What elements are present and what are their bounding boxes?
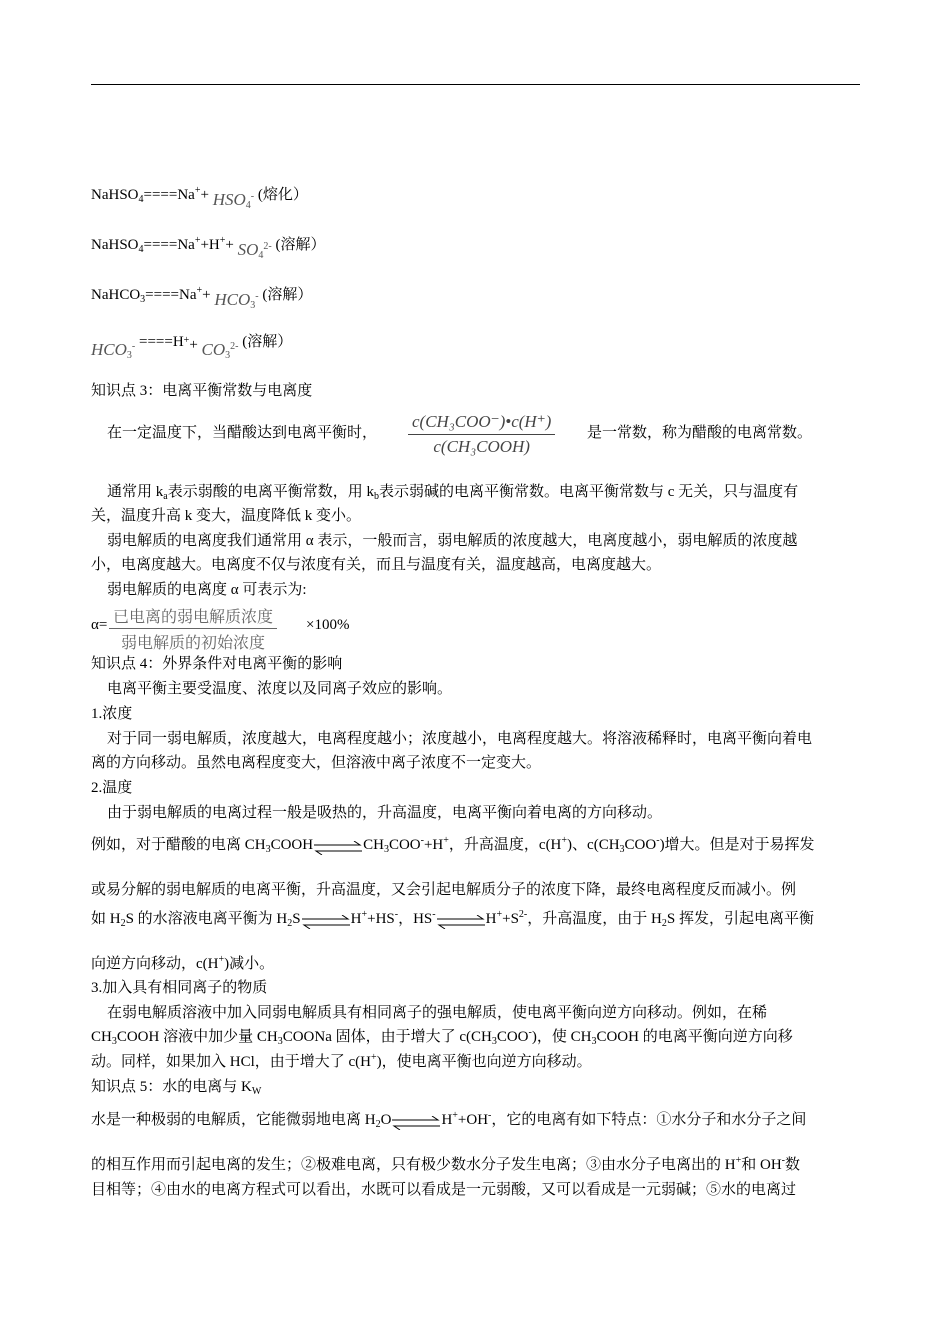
equilibrium-arrow-icon bbox=[302, 915, 350, 929]
paragraph-common-ion-line2: $CH_3COOH$ 溶液中加少量 $CH_3COONa$ 固体，由于增大了 $c(CH_3COO^-)$，使 $CH_3COOH$ 的电离平衡向逆方向移 bbox=[91, 1027, 793, 1047]
paragraph-concentration-line1: 对于同一弱电解质，浓度越大，电离程度越小；浓度越小，电离程度越大。将溶液稀释时，电离平衡向着电 bbox=[107, 731, 813, 747]
ion-hco3: $HCO_3^-$ bbox=[91, 340, 136, 361]
paragraph-water-ionization: 水是一种极弱的电解质，它能微弱地电离 $H_2O$ H++OH-，它的电离有如下特点：①水分子和水分子之间 bbox=[91, 1110, 807, 1130]
equation-nahso4-melt: NaHSO$_4$====Na++ $HSO_4^-$ (熔化） bbox=[91, 185, 308, 211]
section-title-kp4: 知识点 4：外界条件对电离平衡的影响 bbox=[91, 656, 343, 672]
ion-hso4: $HSO_4^-$ bbox=[212, 190, 255, 211]
equation-hco3-dissolve: $HCO_3^- ====H^++ CO_3^{2-}$ (溶解） bbox=[91, 334, 293, 361]
paragraph-common-ion-line3: 动。同样，如果加入 HCl，由于增大了 c(H+)，使电离平衡也向逆方向移动。 bbox=[91, 1052, 592, 1070]
paragraph-h2s-example: 如 $H_2S$ 的水溶液电离平衡为 $H_2S$ H++HS-，HS- $H^++S^{2-}$，升高温度，由于 $H_2S$ 挥发，引起电离平衡 bbox=[91, 909, 814, 929]
fraction-ka-expression: c(CH₃COO⁻)•c(H⁺) c(CH₃COOH) bbox=[408, 412, 555, 457]
paragraph-volatile-line: 或易分解的弱电解质的电离平衡，升高温度，又会引起电解质分子的浓度下降，最终电离程度反而减小。例 bbox=[91, 882, 797, 898]
ion-co3: $CO_3^{2-}$ bbox=[201, 340, 239, 361]
section-title-kp5: 知识点 5：水的电离与 $K_W$ bbox=[91, 1079, 262, 1097]
equation-nahco3-dissolve: NaHCO$_3$====Na++ $HCO_3^-$ (溶解） bbox=[91, 285, 313, 311]
subsection-common-ion: 3.加入具有相同离子的物质 bbox=[91, 980, 268, 996]
header-rule bbox=[91, 84, 860, 85]
fraction-alpha: 已电离的弱电解质浓度 弱电解质的初始浓度 bbox=[109, 604, 277, 653]
paragraph-ionization-constant-before: 在一定温度下，当醋酸达到电离平衡时， bbox=[107, 425, 378, 441]
alpha-prefix: α= bbox=[91, 617, 108, 633]
paragraph-ka-kb-line2: 关，温度升高 k 变大，温度降低 k 变小。 bbox=[91, 508, 362, 524]
equilibrium-arrow-icon bbox=[392, 1116, 440, 1130]
equilibrium-arrow-icon bbox=[437, 915, 485, 929]
paragraph-temperature: 由于弱电解质的电离过程一般是吸热的，升高温度，电离平衡向着电离的方向移动。 bbox=[107, 805, 663, 821]
paragraph-ionization-degree-line1: 弱电解质的电离度我们通常用 α 表示，一般而言，弱电解质的浓度越大，电离度越小，弱电解质的浓度越 bbox=[107, 533, 798, 549]
paragraph-acetic-example: 例如，对于醋酸的电离 $CH_3COOH$ $CH_3COO^-+H^+$，升高温度，c(H+)、$c(CH_3COO^-)$增大。但是对于易挥发 bbox=[91, 835, 815, 855]
paragraph-ionization-degree-line2: 小，电离度越大。电离度不仅与浓度有关，而且与温度有关，温度越高，电离度越大。 bbox=[91, 557, 662, 573]
paragraph-water-line2: 的相互作用而引起电离的发生；②极难电离，只有极少数水分子发生电离；③由水分子电离出的 H+和 OH-数 bbox=[91, 1155, 801, 1173]
paragraph-alpha-intro: 弱电解质的电离度 α 可表示为: bbox=[107, 582, 307, 598]
equilibrium-arrow-icon bbox=[314, 841, 362, 855]
subsection-temperature: 2.温度 bbox=[91, 780, 133, 796]
paragraph-water-line3: 目相等；④由水的电离方程式可以看出，水既可以看成是一元弱酸，又可以看成是一元弱碱；⑤水的电离过 bbox=[91, 1182, 797, 1198]
ion-so4: $SO_4^{2-}$ bbox=[237, 240, 272, 261]
paragraph-ka-kb: 通常用 $k_a$表示弱酸的电离平衡常数，用 $k_b$表示弱碱的电离平衡常数。电离平衡常数与 c 无关，只与温度有 bbox=[107, 484, 799, 502]
alpha-suffix: ×100% bbox=[306, 617, 350, 633]
ion-hco3: $HCO_3^-$ bbox=[214, 290, 259, 311]
section-title-kp3: 知识点 3：电离平衡常数与电离度 bbox=[91, 383, 313, 399]
equation-nahso4-dissolve: NaHSO$_4$====Na++H++ $SO_4^{2-}$ (溶解） bbox=[91, 235, 326, 261]
paragraph-common-ion-line1: 在弱电解质溶液中加入同弱电解质具有相同离子的强电解质，使电离平衡向逆方向移动。例如，在稀 bbox=[107, 1005, 768, 1021]
subsection-concentration: 1.浓度 bbox=[91, 706, 133, 722]
paragraph-ionization-constant-after: 是一常数，称为醋酸的电离常数。 bbox=[587, 425, 813, 441]
paragraph-h2s-result: 向逆方向移动，c(H+)减小。 bbox=[91, 954, 275, 972]
paragraph-concentration-line2: 离的方向移动。虽然电离程度变大，但溶液中离子浓度不一定变大。 bbox=[91, 755, 542, 771]
paragraph-factors: 电离平衡主要受温度、浓度以及同离子效应的影响。 bbox=[107, 681, 453, 697]
